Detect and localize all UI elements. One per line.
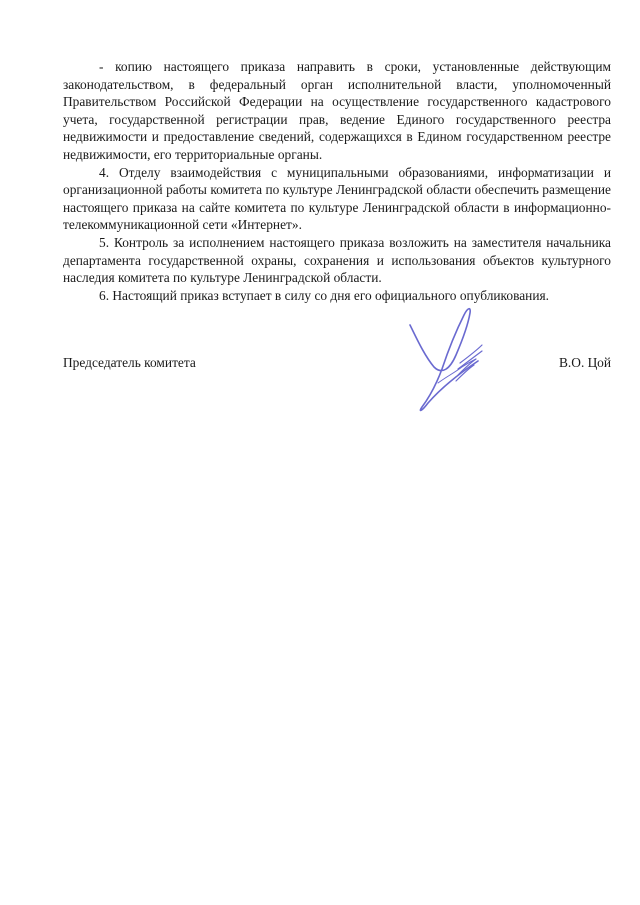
signature-stroke-loop <box>410 309 478 411</box>
paragraph-item-5: 5. Контроль за исполнением настоящего приказа возложить на заместителя начальника департамента государственной охраны, сохранения и использования объектов культурного наследия комитета по культуре Ленинградской области. <box>63 234 611 286</box>
paragraph-copy-distribution: - копию настоящего приказа направить в сроки, установленные действующим законодательством, в федеральный орган исполнительной власти, уполномоченный Правительством Российской Федерации на осуществление государственного кадастрового учета, государственной регистрации прав, ведение Единого государственного реестра недвижимости и предоставление сведений, содержащихся в Едином государственном реестре недвижимости, его территориальные органы. <box>63 59 611 162</box>
signatory-name: В.О. Цой <box>559 355 611 370</box>
document-body <box>63 58 611 304</box>
paragraph-item-4: 4. Отделу взаимодействия с муниципальными образованиями, информатизации и организационной работы комитета по культуре Ленинградской области обеспечить размещение настоящего приказа на сайте комитета по культуре Ленинградской области в информационно-телекоммуникационной сети «Интернет». <box>63 164 611 233</box>
paragraph-item-6: 6. Настоящий приказ вступает в силу со дня его официального опубликования. <box>99 287 549 303</box>
signature-block <box>63 354 611 374</box>
handwritten-signature-icon <box>398 303 503 415</box>
signatory-title: Председатель комитета <box>63 355 196 370</box>
